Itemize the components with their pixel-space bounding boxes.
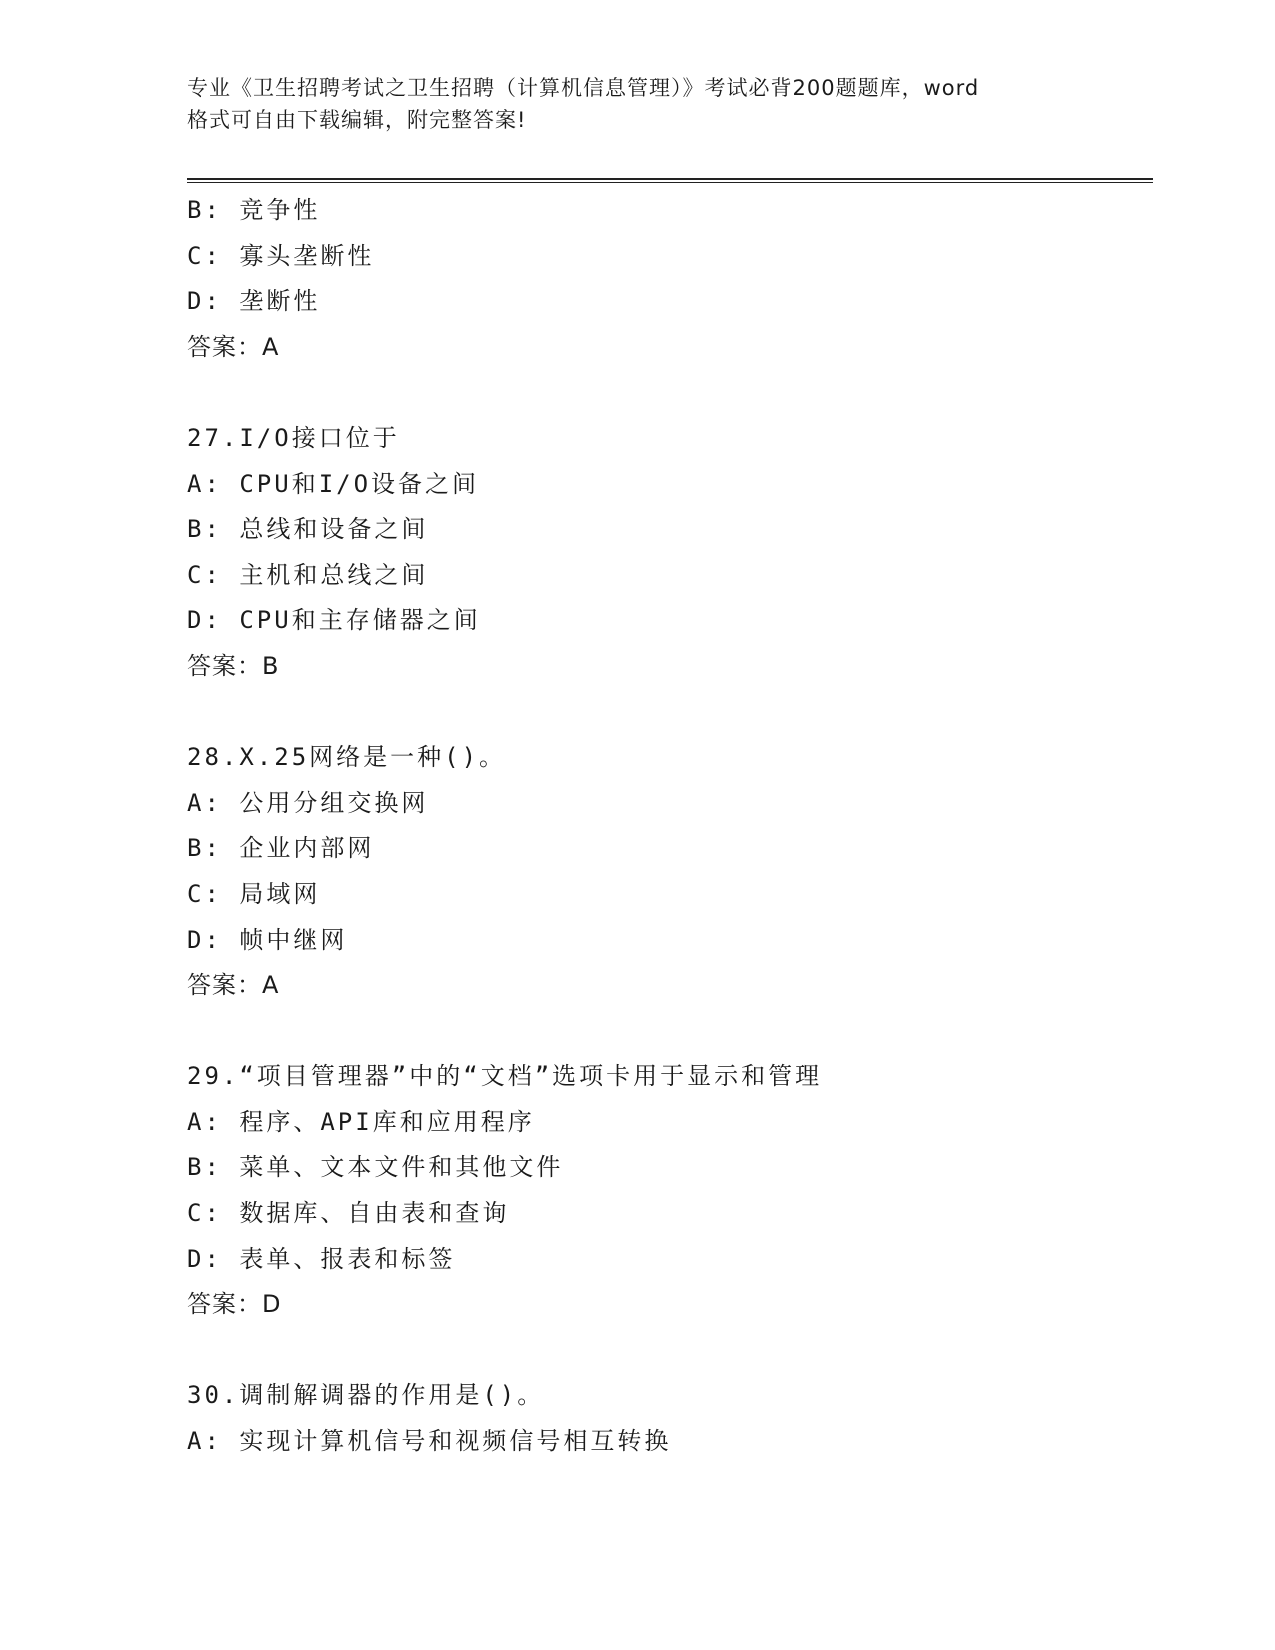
question-block-26	[187, 188, 1153, 370]
option-a: A: 公用分组交换网	[187, 788, 429, 817]
spacer	[187, 1328, 1153, 1374]
answer-line: 答案：B	[187, 651, 280, 680]
option-b: B: 竞争性	[187, 196, 321, 224]
answer-line: 答案：A	[187, 332, 280, 361]
option-d: D: 帧中继网	[187, 925, 348, 954]
question-block-29	[187, 1054, 1153, 1328]
option-d: D: CPU和主存储器之间	[187, 606, 481, 635]
option-c: C: 主机和总线之间	[187, 560, 429, 589]
header-title-line-2: 格式可自由下载编辑，附完整答案!	[187, 108, 527, 132]
option-d: D: 表单、报表和标签	[187, 1244, 456, 1273]
question-text: 30.调制解调器的作用是()。	[187, 1381, 545, 1410]
question-block-27	[187, 416, 1153, 690]
question-text: 28.X.25网络是一种()。	[187, 743, 507, 772]
spacer	[187, 1009, 1153, 1055]
option-d: D: 垄断性	[187, 287, 321, 316]
header-title-line-1: 专业《卫生招聘考试之卫生招聘（计算机信息管理）》考试必背200题题库，word	[187, 76, 980, 100]
answer-line: 答案：D	[187, 1290, 282, 1319]
document-header	[187, 72, 1087, 136]
answer-line: 答案：A	[187, 971, 280, 1000]
option-a: A: 实现计算机信号和视频信号相互转换	[187, 1427, 672, 1456]
option-b: B: 菜单、文本文件和其他文件	[187, 1153, 564, 1182]
option-c: C: 寡头垄断性	[187, 241, 375, 270]
option-b: B: 企业内部网	[187, 834, 375, 863]
question-text: 27.I/O接口位于	[187, 423, 400, 452]
header-divider	[187, 178, 1153, 183]
question-list	[187, 188, 1153, 1465]
option-c: C: 数据库、自由表和查询	[187, 1199, 510, 1228]
spacer	[187, 690, 1153, 736]
question-text: 29.“项目管理器”中的“文档”选项卡用于显示和管理	[187, 1062, 823, 1091]
question-block-30	[187, 1373, 1153, 1464]
option-a: A: CPU和I/O设备之间	[187, 469, 480, 498]
option-a: A: 程序、API库和应用程序	[187, 1107, 535, 1136]
option-b: B: 总线和设备之间	[187, 515, 429, 544]
option-c: C: 局域网	[187, 879, 321, 908]
spacer	[187, 370, 1153, 416]
question-block-28	[187, 735, 1153, 1009]
